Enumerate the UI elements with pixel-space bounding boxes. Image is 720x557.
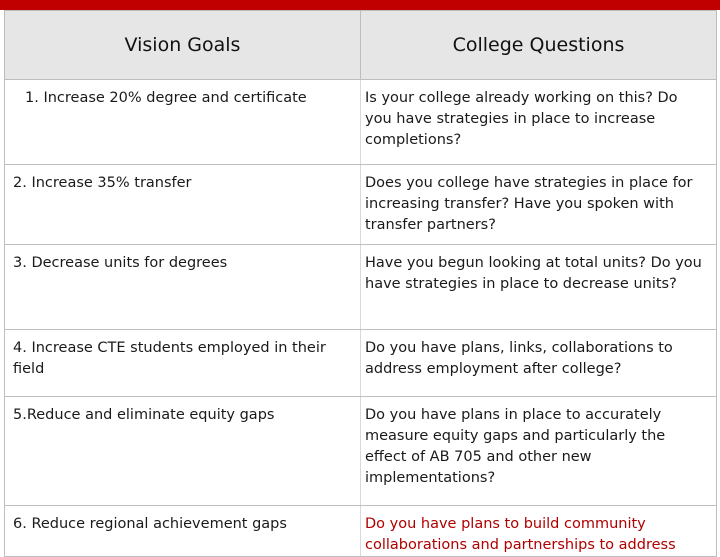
table-row bbox=[5, 165, 717, 245]
table-row bbox=[5, 397, 717, 506]
table-row bbox=[5, 245, 717, 330]
header-vision-goals: Vision Goals bbox=[5, 11, 361, 80]
table-row bbox=[5, 330, 717, 397]
question-cell-highlighted: Do you have plans to build community collaborations and partnerships to address bbox=[361, 506, 717, 557]
goal-cell: 5.Reduce and eliminate equity gaps bbox=[5, 397, 361, 506]
table-row bbox=[5, 80, 717, 165]
goal-cell: 6. Reduce regional achievement gaps bbox=[5, 506, 361, 557]
goal-cell: 3. Decrease units for degrees bbox=[5, 245, 361, 330]
vision-goals-table bbox=[4, 10, 717, 557]
goal-cell: 1. Increase 20% degree and certificate bbox=[5, 80, 361, 165]
top-accent-bar bbox=[0, 0, 720, 10]
question-cell: Is your college already working on this? Do you have strategies in place to increase completions? bbox=[361, 80, 717, 165]
question-cell: Does you college have strategies in place for increasing transfer? Have you spoken with transfer partners? bbox=[361, 165, 717, 245]
header-college-questions: College Questions bbox=[361, 11, 717, 80]
table-header-row bbox=[5, 11, 717, 80]
table-row bbox=[5, 506, 717, 557]
question-cell: Have you begun looking at total units? Do you have strategies in place to decrease units? bbox=[361, 245, 717, 330]
question-cell: Do you have plans in place to accurately measure equity gaps and particularly the effect of AB 705 and other new implementations? bbox=[361, 397, 717, 506]
goal-cell: 2. Increase 35% transfer bbox=[5, 165, 361, 245]
goal-cell: 4. Increase CTE students employed in their field bbox=[5, 330, 361, 397]
question-cell: Do you have plans, links, collaborations to address employment after college? bbox=[361, 330, 717, 397]
